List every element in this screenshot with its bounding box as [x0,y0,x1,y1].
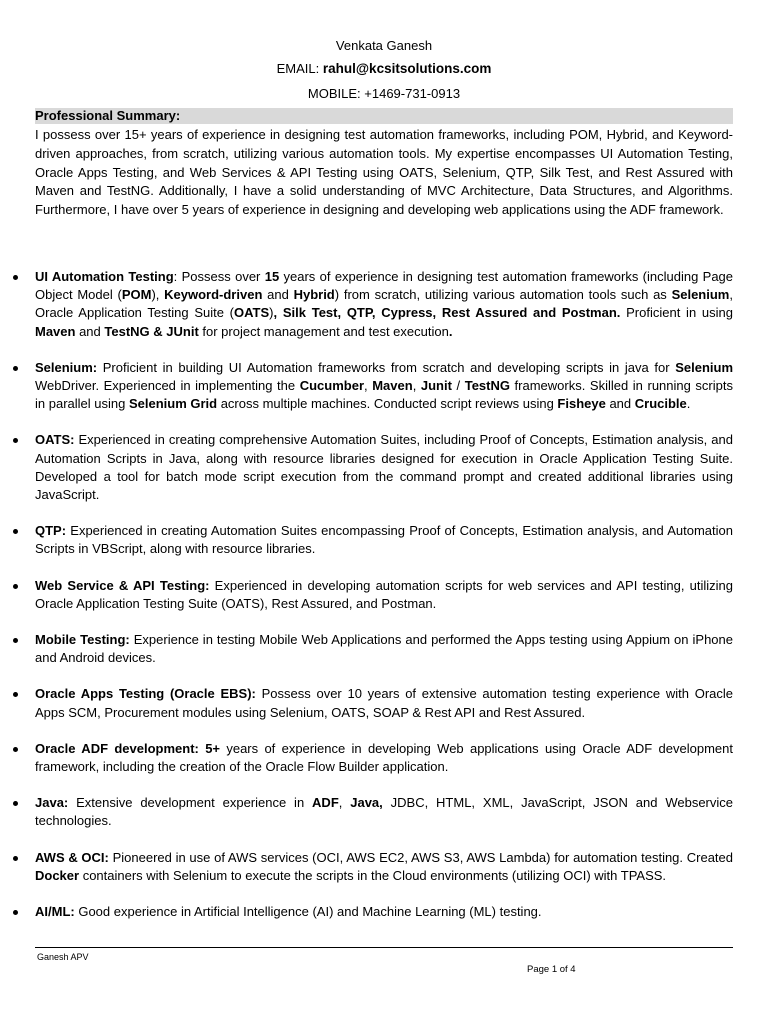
skill-text-segment: years of experience in developing Web applications using Oracle ADF development framework, including the creation of the Oracle Flow Builder application. [35,740,733,775]
skill-text-segment: TestNG [464,378,510,394]
skill-item [0,631,733,667]
skill-text-segment: . [686,396,691,412]
skill-text-segment: Selenium Grid [128,396,218,412]
skill-title: AI/ML: [35,904,75,920]
skill-text-segment: Junit [420,378,452,394]
skill-title: Selenium: [35,359,98,375]
skill-text-segment: across multiple machines. Conducted script reviews using [217,396,558,412]
skill-text-segment: . [448,323,453,339]
skill-item [0,577,733,613]
skill-text-segment: Hybrid [293,287,335,303]
skill-text-segment: 5+ [205,740,221,756]
skill-item [0,740,733,776]
candidate-name: Venkata Ganesh [335,38,433,53]
bullet-dot-icon [13,747,18,752]
skill-title: Oracle ADF development: [35,740,199,756]
bullet-dot-icon [13,692,18,697]
skill-text-segment: 15 [264,269,280,284]
skill-text-segment: Pioneered in use of AWS services (OCI, AWS EC2, AWS S3, AWS Lambda) for automation testing. Created [108,849,733,865]
skill-item [0,522,733,558]
skill-text-segment: and [605,396,635,412]
skill-item [0,431,733,504]
skill-text-segment: Extensive development experience in [68,795,313,811]
skill-text-segment: Docker [35,867,80,883]
skill-text-segment: Experienced in creating Automation Suites encompassing Proof of Concepts, Estimation analysis, and Automation Scripts in VBScript, along with resource libraries. [35,523,733,557]
skill-title: Mobile Testing: [35,632,130,648]
skill-text-segment: Crucible [634,396,687,412]
skill-text-segment: frameworks. Skilled in running scripts in parallel using [35,378,733,412]
bullet-dot-icon [13,584,18,589]
skill-text-segment: containers with Selenium to execute the scripts in the Cloud environments (utilizing OCI) with TPASS. [79,867,667,883]
skill-text-segment: ADF [312,795,339,811]
skill-text-segment: Java, [350,795,383,811]
skill-text-segment: WebDriver. Experienced in implementing the [35,378,300,394]
skill-text-segment: Experience in testing Mobile Web Applications and performed the Apps testing using Appium on iPhone and Android devices. [35,632,733,666]
bullet-dot-icon [13,275,18,280]
skill-text-segment: Maven [35,323,76,339]
skill-text-segment: / [451,378,465,394]
email-line [0,61,768,76]
skill-text-segment: Fisheye [557,396,606,412]
skill-title: Java: [35,795,69,811]
page-number: Page 1 of 4 [527,964,576,975]
skills-list [0,268,768,921]
skill-item [0,268,733,341]
skill-text-segment: , [338,795,351,811]
skill-title: OATS: [35,432,75,448]
skill-title: AWS & OCI: [35,849,109,865]
skill-title: Oracle Apps Testing (Oracle EBS): [35,686,256,702]
bullet-dot-icon [13,438,18,443]
skill-text-segment: Keyword-driven [164,287,263,303]
summary-heading: Professional Summary: [35,108,733,124]
skill-text-segment: : Possess over [173,269,265,284]
skill-text-segment: and [75,323,105,339]
skill-item [0,359,733,414]
skill-text-segment: ), [151,287,165,303]
skill-text-segment: , Oracle Application Testing Suite ( [35,287,733,321]
summary-text: I possess over 15+ years of experience in designing test automation frameworks, including POM, Hybrid, and Keyword-driven approaches, from scratch, utilizing various automation tools. My expertise encompasses UI Automation Testing, Oracle Apps Testing, and Web Services & API Testing using OATS, Selenium, QTP, Silk Test, and Rest Assured with Maven and TestNG. Additionally, I have a solid understanding of MVC Architecture, Data Structures, and Algorithms. Furthermore, I have over 5 years of experience in designing and developing web applications using the ADF framework. [35,127,733,218]
skill-text-segment: , [364,378,373,394]
skill-item [0,903,733,921]
footer-divider [35,947,733,948]
skill-text-segment: OATS [234,305,270,321]
skill-title: Web Service & API Testing: [35,577,210,593]
skill-text-segment: POM [121,287,152,303]
skill-text-segment: years of experience in designing test automation frameworks (including Page Object Model ( [35,269,734,303]
skill-item [0,794,733,830]
footer-author: Ganesh APV [37,952,89,962]
skill-text-segment: for project management and test execution [198,323,449,339]
skill-text-segment: ) from scratch, utilizing various automation tools such as [334,287,672,303]
skill-text-segment: Proficient in using [620,305,733,321]
skill-text-segment: Maven [372,378,413,394]
skill-text-segment: Possess over 10 years of extensive automation testing experience with Oracle Apps SCM, Procurement modules using Selenium, OATS, SOAP & Rest API and Rest Assured. [35,686,733,720]
bullet-dot-icon [13,366,18,371]
bullet-dot-icon [13,801,18,806]
skill-text-segment: Cucumber [299,378,365,394]
skill-item [0,849,733,885]
skill-text-segment: ) [269,305,274,321]
bullet-dot-icon [13,638,18,643]
skill-text-segment: and [262,287,294,303]
email-label: EMAIL: [276,61,323,76]
skill-text-segment: Selenium [675,359,733,375]
skill-title: UI Automation Testing [35,269,174,284]
skill-text-segment: Experienced in creating comprehensive Automation Suites, including Proof of Concepts, Estimation analysis, and Automation Scripts in Java, along with resource libraries designed for execution in Oracle Application Testing Suite. Developed a tool for batch mode script execution from the command prompt and created additional libraries using JavaScript. [35,432,733,503]
email-address: rahul@kcsitsolutions.com [322,61,492,76]
skill-text-segment: Selenium [671,287,730,303]
skill-text-segment: Good experience in Artificial Intelligence (AI) and Machine Learning (ML) testing. [74,904,542,920]
bullet-dot-icon [13,910,18,915]
bullet-dot-icon [13,529,18,534]
skill-text-segment: Experienced in developing automation scripts for web services and API testing, utilizing Oracle Application Testing Suite (OATS), Rest Assured, and Postman. [35,577,733,611]
bullet-dot-icon [13,856,18,861]
skill-text-segment: Proficient in building UI Automation frameworks from scratch and developing scripts in java for [97,359,676,375]
skill-text-segment: , Silk Test, QTP, Cypress, Rest Assured and Postman. [273,305,621,321]
skill-item [0,685,733,721]
mobile-line: MOBILE: +1469-731-0913 [307,86,461,101]
skill-text-segment: JDBC, HTML, XML, JavaScript, JSON and Webservice technologies. [35,795,733,829]
skill-text-segment: TestNG & JUnit [104,323,199,339]
skill-title: QTP: [35,523,67,539]
skill-text-segment: , [412,378,421,394]
